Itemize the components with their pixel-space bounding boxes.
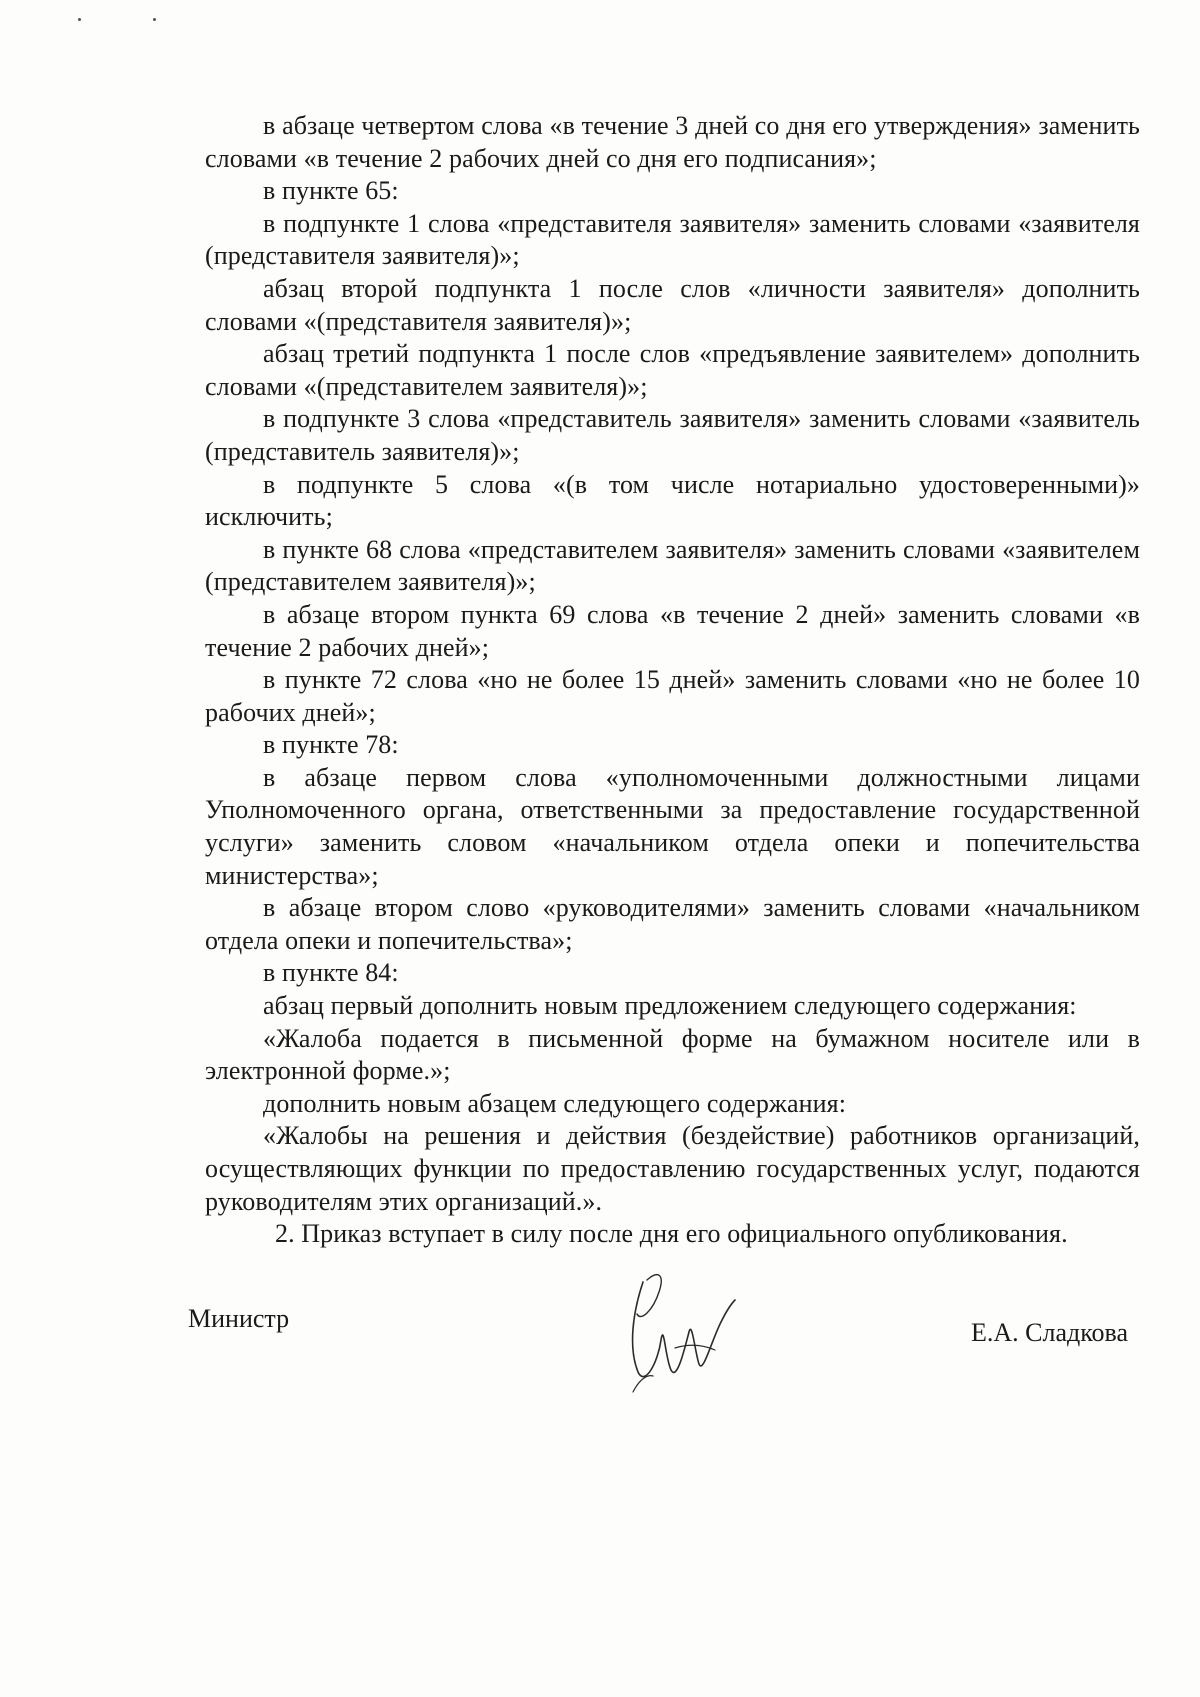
position-title: Министр xyxy=(188,1304,290,1333)
paragraph: «Жалоба подается в письменной форме на бумажном носителе или в электронной форме.»; xyxy=(205,1023,1140,1086)
paragraph: в пункте 68 слова «представителем заявителя» заменить словами «заявителем (представителем заявителя)»; xyxy=(205,534,1140,597)
paragraph: абзац первый дополнить новым предложением следующего содержания: xyxy=(263,991,1077,1021)
document-body xyxy=(205,110,1140,1251)
paragraph: в абзаце первом слова «уполномоченными должностными лицами Уполномоченного органа, ответственными за предоставление государственной услуги» заменить словом «начальником отдела опеки и попечительства министерства»; xyxy=(205,762,1140,890)
paragraph: в пункте 65: xyxy=(263,176,399,206)
signature-block xyxy=(188,1290,1128,1400)
paragraph: в абзаце втором пункта 69 слова «в течение 2 дней» заменить словами «в течение 2 рабочих дней»; xyxy=(205,599,1140,662)
paragraph: в подпункте 1 слова «представителя заявителя» заменить словами «заявителя (представителя заявителя)»; xyxy=(205,208,1140,271)
paragraph: в абзаце четвертом слова «в течение 3 дней со дня его утверждения» заменить словами «в течение 2 рабочих дней со дня его подписания»; xyxy=(205,111,1140,173)
paragraph: абзац второй подпункта 1 после слов «личности заявителя» дополнить словами «(представителя заявителя)»; xyxy=(205,273,1140,336)
paragraph: в абзаце втором слово «руководителями» заменить словами «начальником отдела опеки и попечительства»; xyxy=(205,893,1140,955)
paragraph: «Жалобы на решения и действия (бездействие) работников организаций, осуществляющих функции по предоставлению государственных услуг, подаются руководителям этих организаций.». xyxy=(205,1121,1140,1216)
final-paragraph: 2. Приказ вступает в силу после дня его официального опубликования. xyxy=(275,1219,1068,1249)
paragraph: дополнить новым абзацем следующего содержания: xyxy=(263,1088,847,1118)
paragraph: в подпункте 3 слова «представитель заявителя» заменить словами «заявитель (представитель заявителя)»; xyxy=(205,404,1140,466)
paragraph: в пункте 78: xyxy=(263,730,399,760)
scan-speck xyxy=(153,18,156,21)
signer-name: Е.А. Сладкова xyxy=(970,1318,1128,1347)
paragraph: в пункте 84: xyxy=(263,958,399,988)
handwritten-signature xyxy=(603,1252,753,1402)
paragraph: в пункте 72 слова «но не более 15 дней» заменить словами «но не более 10 рабочих дней»; xyxy=(205,665,1140,727)
paragraph: абзац третий подпункта 1 после слов «предъявление заявителем» дополнить словами «(представителем заявителя)»; xyxy=(205,339,1140,401)
scan-speck xyxy=(78,18,81,21)
paragraph: в подпункте 5 слова «(в том числе нотариально удостоверенными)» исключить; xyxy=(205,469,1140,532)
